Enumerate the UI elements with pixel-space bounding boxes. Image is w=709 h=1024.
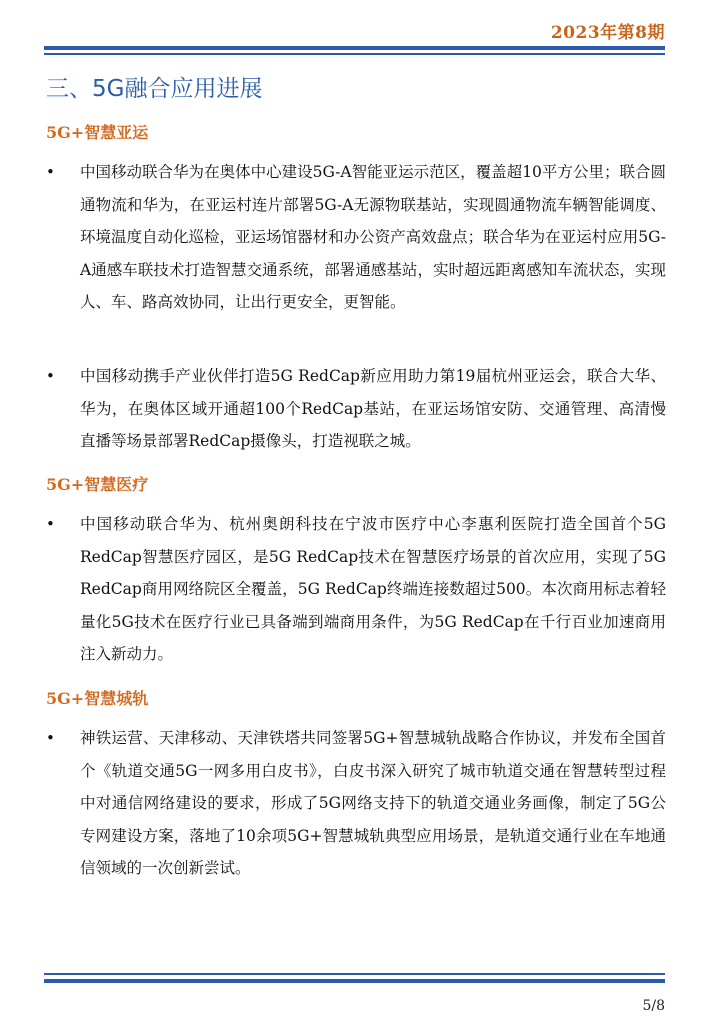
bullet-icon: • (46, 729, 55, 747)
subsection-heading-medical: 5G+智慧医疗 (46, 475, 149, 494)
footer-rule-thick (44, 979, 665, 983)
bullet-icon: • (46, 367, 55, 385)
header-rule-thick (44, 46, 665, 50)
paragraph-text: 神铁运营、天津移动、天津铁塔共同签署5G+智慧城轨战略合作协议，并发布全国首个《轨道交通5G一网多用白皮书》，白皮书深入研究了城市轨道交通在智慧转型过程中对通信网络建设的要求，形成了5G网络支持下的轨道交通业务画像，制定了5G公专网建设方案，落地了10余项5G+智慧城轨典型应用场景，是轨道交通行业在车地通信领域的一次创新尝试。 (80, 729, 666, 877)
paragraph-text: 中国移动联合华为、杭州奥朗科技在宁波市医疗中心李惠利医院打造全国首个5G RedCap智慧医疗园区，是5G RedCap技术在智慧医疗场景的首次应用，实现了5G RedCap商用网络院区全覆盖，5G RedCap终端连接数超过500。本次商用标志着轻量化5G技术在医疗行业已具备端到端商用条件，为5G RedCap在千行百业加速商用注入新动力。 (80, 515, 666, 663)
page-number: 5/8 (642, 998, 665, 1014)
list-item (46, 360, 666, 458)
paragraph-text: 中国移动携手产业伙伴打造5G RedCap新应用助力第19届杭州亚运会，联合大华、华为，在奥体区域开通超100个RedCap基站，在亚运场馆安防、交通管理、高清慢直播等场景部署RedCap摄像头，打造视联之城。 (80, 367, 666, 450)
header-rule-thin (44, 53, 665, 55)
bullet-icon: • (46, 163, 55, 181)
paragraph-text: 中国移动联合华为在奥体中心建设5G-A智能亚运示范区，覆盖超10平方公里；联合圆通物流和华为，在亚运村连片部署5G-A无源物联基站，实现圆通物流车辆智能调度、环境温度自动化巡检，亚运场馆器材和办公资产高效盘点；联合华为在亚运村应用5G-A通感车联技术打造智慧交通系统，部署通感基站，实时超远距离感知车流状态，实现人、车、路高效协同，让出行更安全，更智能。 (80, 163, 666, 311)
bullet-icon: • (46, 515, 55, 533)
list-item (46, 722, 666, 885)
subsection-heading-asian-games: 5G+智慧亚运 (46, 123, 149, 142)
list-item (46, 508, 666, 671)
section-title: 三、5G融合应用进展 (46, 76, 263, 102)
list-item (46, 156, 666, 319)
subsection-heading-rail: 5G+智慧城轨 (46, 689, 149, 708)
footer-rule-thin (44, 973, 665, 975)
issue-label: 2023年第8期 (550, 23, 665, 43)
